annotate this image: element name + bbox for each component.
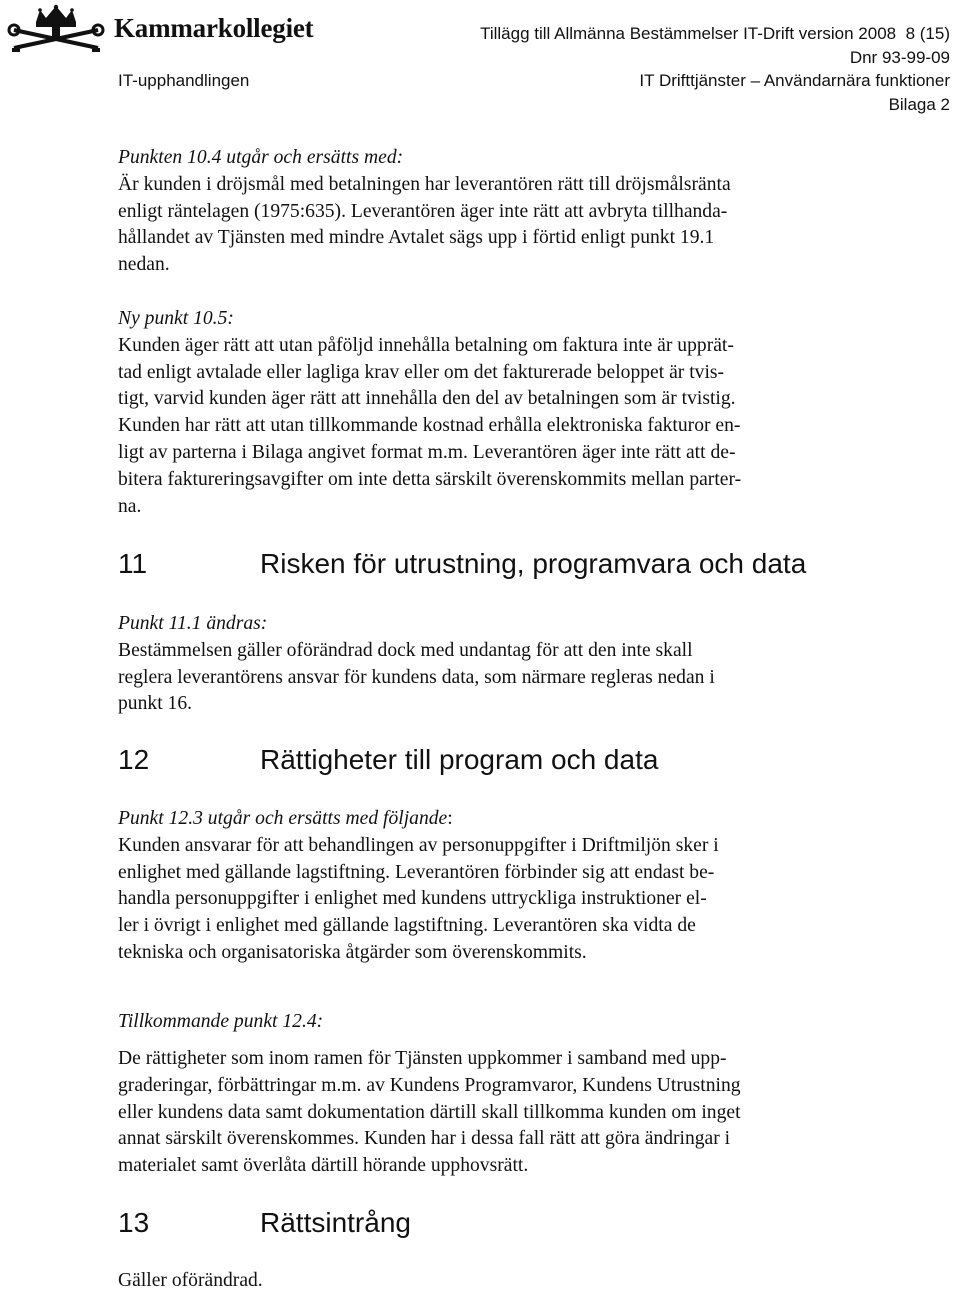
paragraph-line: Kunden ansvarar för att behandlingen av personuppgifter i Driftmiljön sker i (118, 834, 719, 856)
paragraph-line: handla personuppgifter i enlighet med kundens uttryckliga instruktioner el- (118, 888, 707, 910)
paragraph-line: na. (118, 495, 142, 517)
crown-emblem-icon (6, 4, 106, 52)
section-heading-13 (118, 1207, 411, 1239)
paragraph-line: reglera leverantörens ansvar för kundens data, som närmare regleras nedan i (118, 666, 715, 688)
dnr: Dnr 93-99-09 (849, 48, 950, 67)
heading-number: 12 (118, 744, 150, 775)
paragraph-line: Är kunden i dröjsmål med betalningen har leverantören rätt till dröjsmålsränta (118, 173, 731, 195)
paragraph-line: Bestämmelsen gäller oförändrad dock med undantag för att den inte skall (118, 639, 693, 661)
org-name: Kammarkollegiet (114, 12, 314, 43)
paragraph-11-1 (118, 611, 918, 718)
paragraph-12-4-lead (118, 1009, 918, 1036)
paragraph-line: enlighet med gällande lagstiftning. Leverantören förbinder sig att endast be- (118, 861, 715, 883)
paragraph-line: enligt räntelagen (1975:635). Leverantören äger inte rätt att avbryta tillhanda- (118, 200, 728, 222)
heading-number: 11 (118, 548, 148, 579)
paragraph-12-4 (118, 1046, 918, 1180)
paragraph-line: ligt av parterna i Bilaga angivet format m.m. Leverantören äger inte rätt att de- (118, 441, 736, 463)
doc-title: Tillägg till Allmänna Bestämmelser IT-Drift version 2008 (480, 24, 897, 43)
heading-number: 13 (118, 1207, 150, 1238)
page-number: 8 (15) (905, 24, 950, 43)
paragraph-line: Kunden har rätt att utan tillkommande kostnad erhålla elektroniska fakturor en- (118, 415, 741, 437)
section-heading-11 (118, 548, 806, 580)
paragraph-line: Gäller oförändrad. (118, 1270, 263, 1291)
paragraph-line: tigt, varvid kunden äger rätt att innehålla den del av betalningen som är tvistig. (118, 388, 736, 410)
subject: IT Drifttjänster – Användarnära funktioner (639, 71, 950, 90)
section-heading-12 (118, 744, 658, 776)
heading-title: Risken för utrustning, programvara och data (260, 548, 807, 579)
paragraph-lead: Punkt 11.1 ändras: (118, 613, 268, 634)
department: IT-upphandlingen (118, 71, 250, 90)
paragraph-line: graderingar, förbättringar m.m. av Kundens Programvaror, Kundens Utrustning (118, 1074, 741, 1096)
paragraph-line: De rättigheter som inom ramen för Tjänsten uppkommer i samband med upp- (118, 1048, 727, 1069)
paragraph-10-4 (118, 145, 918, 279)
paragraph-line: tekniska och organisatoriska åtgärder som överenskommits. (118, 941, 587, 963)
header-doc-title-row (480, 24, 950, 44)
paragraph-lead: Punkt 12.3 utgår och ersätts med följande (118, 808, 448, 829)
paragraph-lead: Tillkommande punkt 12.4: (118, 1011, 324, 1032)
paragraph-lead: Ny punkt 10.5: (118, 308, 234, 329)
kammarkollegiet-logo (6, 4, 313, 52)
paragraph-lead: Punkten 10.4 utgår och ersätts med: (118, 147, 404, 168)
paragraph-lead-suffix: : (447, 808, 453, 829)
heading-title: Rättsintrång (260, 1207, 411, 1238)
paragraph-line: materialet samt överlåta därtill hörande upphovsrätt. (118, 1155, 529, 1177)
paragraph-line: ler i övrigt i enlighet med gällande lagstiftning. Leverantören ska vidta de (118, 915, 696, 937)
heading-title: Rättigheter till program och data (260, 744, 659, 775)
paragraph-line: Kunden äger rätt att utan påföljd innehålla betalning om faktura inte är upprät- (118, 334, 734, 356)
paragraph-lead-row (118, 806, 918, 833)
paragraph-12-3 (118, 806, 918, 967)
paragraph-line: eller kundens data samt dokumentation därtill skall tillkomma kunden om inget (118, 1101, 741, 1123)
paragraph-line: nedan. (118, 254, 170, 276)
paragraph-line: bitera faktureringsavgifter om inte detta särskilt överenskommits mellan parter- (118, 468, 742, 490)
paragraph-line: annat särskilt överenskommes. Kunden har i dessa fall rätt att göra ändringar i (118, 1128, 731, 1150)
paragraph-10-5 (118, 306, 918, 520)
paragraph-line: tad enligt avtalade eller lagliga krav eller om det fakturerade beloppet är tvis- (118, 361, 725, 383)
paragraph-line: punkt 16. (118, 693, 193, 715)
attachment-label: Bilaga 2 (888, 95, 950, 114)
paragraph-line: hållandet av Tjänsten med mindre Avtalet sägs upp i förtid enligt punkt 19.1 (118, 227, 715, 249)
